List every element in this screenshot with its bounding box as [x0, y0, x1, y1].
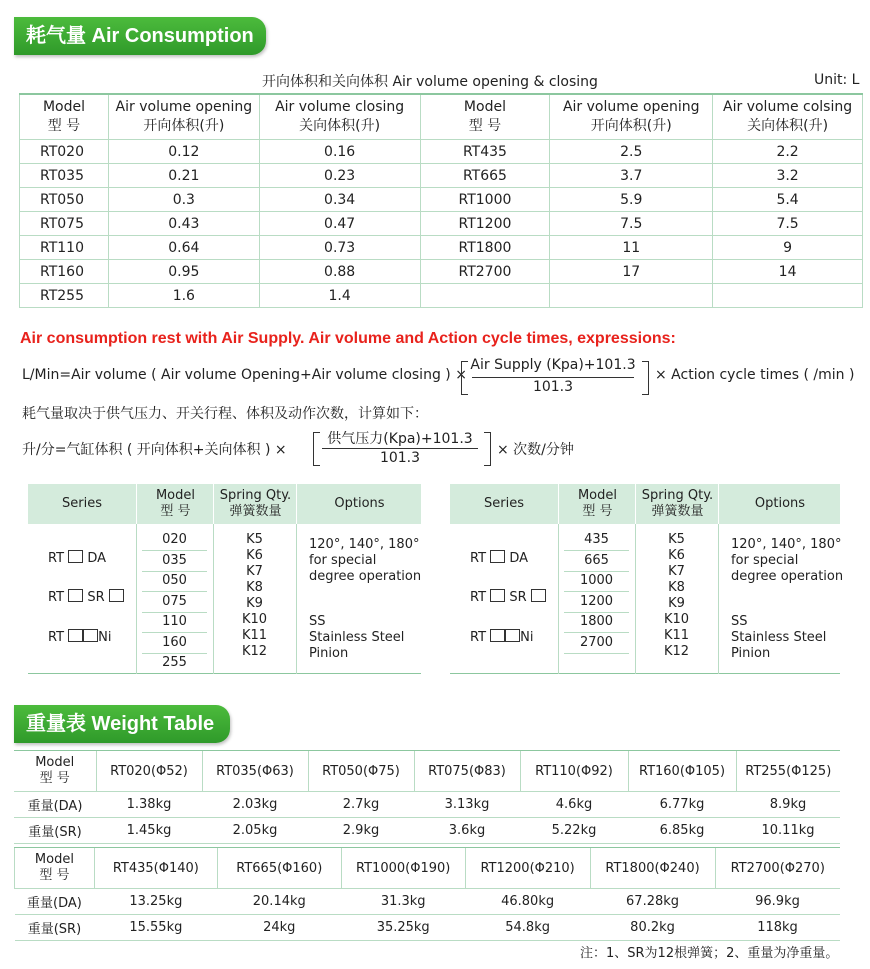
weight-table-1	[14, 750, 840, 844]
weight-cell: 1.38kg	[96, 792, 202, 818]
weight-cell: 13.25kg	[94, 889, 217, 915]
weight-row-label	[14, 751, 96, 792]
option-pinion: Pinion	[309, 646, 349, 661]
air-cell: 0.12	[108, 140, 259, 164]
air-head-en: Air volume colsing	[723, 99, 853, 115]
option-pinion: SS	[309, 614, 326, 629]
air-cell: 14	[713, 260, 863, 284]
weight-label-en: Model	[34, 852, 74, 867]
series-blank-box	[68, 550, 83, 563]
series-name	[470, 550, 528, 566]
formula-en-numerator: Air Supply (Kpa)+101.3	[470, 357, 636, 373]
weight-cell: RT050(Φ75)	[308, 751, 414, 792]
weight-cell: 3.13kg	[414, 792, 520, 818]
bracket-right-cn	[484, 432, 491, 466]
series-model-cell: 665	[584, 552, 609, 568]
series-table-right	[450, 484, 844, 674]
series-blank-box	[68, 589, 83, 602]
air-cell: 5.4	[713, 188, 863, 212]
series-model-cell: 035	[162, 552, 187, 568]
air-cell: RT050	[20, 188, 109, 212]
air-cell: RT2700	[420, 260, 550, 284]
series-head-cell	[635, 484, 719, 524]
formula-cn-right: × 次数/分钟	[497, 442, 574, 458]
weight-cell: 15.55kg	[94, 915, 217, 941]
series-head-cell	[718, 484, 841, 524]
formula-cn-denominator: 101.3	[379, 450, 421, 466]
series-model-cell: 110	[162, 614, 187, 629]
air-head-cn: 开向体积(升)	[143, 118, 225, 134]
option-degree: 120°, 140°, 180°	[731, 537, 842, 552]
air-head-cn: 开向体积(升)	[590, 118, 672, 134]
table-row	[15, 915, 841, 941]
air-head-cell	[259, 94, 420, 140]
table-row	[14, 818, 840, 844]
air-cell: 17	[550, 260, 713, 284]
option-degree: for special	[309, 553, 377, 568]
series-model-cell: 050	[162, 573, 187, 588]
series-name	[470, 589, 546, 605]
formula-en-denominator: 101.3	[532, 379, 574, 395]
unit-label: Unit: L	[814, 72, 860, 88]
spring-qty: K8	[668, 580, 685, 595]
series-prefix: RT	[470, 590, 487, 605]
air-head-en: Air volume opening	[115, 99, 253, 115]
air-cell: RT075	[20, 212, 109, 236]
series-prefix: RT	[470, 551, 487, 566]
air-head-cn: 关向体积(升)	[299, 118, 381, 134]
series-head-text: 型 号	[160, 504, 191, 519]
series-suffix: Ni	[98, 630, 112, 645]
air-cell: 3.7	[550, 164, 713, 188]
spring-qty: K6	[246, 548, 263, 563]
series-name	[48, 589, 124, 605]
series-name	[48, 550, 106, 566]
weight-cell: 80.2kg	[590, 915, 715, 941]
fraction-line-en	[472, 377, 634, 378]
air-head-cell	[713, 94, 863, 140]
series-head-cell	[136, 484, 214, 524]
weight-cell: 35.25kg	[341, 915, 465, 941]
series-suffix: DA	[87, 551, 106, 566]
spring-qty: K10	[241, 612, 268, 627]
air-cell: 7.5	[713, 212, 863, 236]
table-row	[20, 284, 863, 308]
air-cell: RT665	[420, 164, 550, 188]
table-row	[20, 140, 863, 164]
table-row	[20, 212, 863, 236]
weight-cell: 2.05kg	[202, 818, 308, 844]
series-blank-box	[490, 629, 505, 642]
weight-table-badge: 重量表 Weight Table	[14, 705, 230, 743]
formula-cn-left: 升/分=气缸体积 ( 开向体积+关向体积 ) ×	[22, 442, 287, 458]
air-head-cell	[108, 94, 259, 140]
series-model-cell: 1800	[579, 614, 614, 629]
series-model-cell: 255	[162, 655, 187, 670]
spring-qty: K6	[668, 548, 685, 563]
table-row	[20, 188, 863, 212]
air-cell: RT1800	[420, 236, 550, 260]
spring-qty: K11	[663, 628, 690, 643]
air-cell: RT020	[20, 140, 109, 164]
series-blank-box	[109, 589, 124, 602]
fraction-line-cn	[322, 448, 478, 449]
series-head-text: Spring Qty.	[219, 488, 292, 503]
air-head-cell	[420, 94, 550, 140]
air-head-en: Model	[42, 99, 85, 115]
weight-cell: RT2700(Φ270)	[715, 848, 840, 889]
air-cell: 2.2	[713, 140, 863, 164]
spring-qty: K5	[668, 532, 685, 547]
option-pinion: Stainless Steel	[731, 630, 827, 645]
series-head-text: Model	[577, 488, 618, 503]
weight-label-cn: 型 号	[39, 868, 70, 883]
series-col-divider	[718, 524, 719, 674]
air-cell	[420, 284, 550, 308]
spring-qty: K7	[246, 564, 263, 579]
weight-label-cn: 型 号	[39, 771, 70, 786]
series-head-text: Model	[155, 488, 196, 503]
weight-cell: RT020(Φ52)	[96, 751, 202, 792]
series-bottom-line	[450, 673, 840, 674]
series-blank-box	[505, 629, 520, 642]
air-cell: 0.16	[259, 140, 420, 164]
table-row	[20, 164, 863, 188]
spring-qty: K10	[663, 612, 690, 627]
table-row	[15, 889, 841, 915]
weight-cell: 2.7kg	[308, 792, 414, 818]
air-cell: 3.2	[713, 164, 863, 188]
weight-cell: 31.3kg	[341, 889, 465, 915]
weight-cell: 67.28kg	[590, 889, 715, 915]
series-bottom-line	[28, 673, 421, 674]
weight-cell: 46.80kg	[465, 889, 590, 915]
weight-cell: 96.9kg	[715, 889, 840, 915]
option-degree: degree operation	[731, 569, 844, 584]
weight-label-en: Model	[35, 755, 75, 770]
air-cell: 0.3	[108, 188, 259, 212]
air-cell	[713, 284, 863, 308]
bracket-left-en	[461, 361, 468, 395]
series-suffix: DA	[509, 551, 528, 566]
spring-qty: K7	[668, 564, 685, 579]
weight-row-label: 重量(SR)	[14, 818, 96, 844]
air-cell: RT1000	[420, 188, 550, 212]
weight-cell: RT1200(Φ210)	[465, 848, 590, 889]
series-suffix: SR	[509, 590, 527, 605]
air-cell: 2.5	[550, 140, 713, 164]
air-cell: 0.34	[259, 188, 420, 212]
series-model-cell: 075	[162, 593, 187, 609]
weight-cell: 118kg	[715, 915, 840, 941]
table-row	[20, 260, 863, 284]
air-head-cell	[550, 94, 713, 140]
air-volume-caption: 开向体积和关向体积 Air volume opening & closing	[262, 74, 598, 90]
series-head-text: 型 号	[582, 504, 613, 519]
spring-qty: K12	[663, 644, 690, 659]
bracket-right-en	[642, 361, 649, 395]
series-prefix: RT	[48, 630, 65, 645]
series-head-text: Series	[62, 496, 102, 511]
spring-qty: K9	[246, 596, 263, 611]
air-cell: 11	[550, 236, 713, 260]
series-model-cell: 435	[584, 532, 609, 547]
series-model-cell	[558, 653, 635, 673]
air-volume-table	[19, 93, 863, 308]
option-degree: 120°, 140°, 180°	[309, 537, 420, 552]
weight-cell: RT435(Φ140)	[94, 848, 217, 889]
air-cell: RT435	[420, 140, 550, 164]
weight-cell: 20.14kg	[217, 889, 341, 915]
weight-cell: 24kg	[217, 915, 341, 941]
table-row	[14, 792, 840, 818]
series-head-cell	[213, 484, 297, 524]
air-cell: RT110	[20, 236, 109, 260]
spring-qty: K5	[246, 532, 263, 547]
weight-cell: RT255(Φ125)	[736, 751, 840, 792]
series-name	[470, 629, 534, 645]
series-col-divider	[296, 524, 297, 674]
series-model-cell: 020	[162, 532, 187, 547]
formula-title: Air consumption rest with Air Supply. Air volume and Action cycle times, expressions:	[20, 330, 676, 347]
weight-cell: 3.6kg	[414, 818, 520, 844]
air-head-en: Model	[463, 99, 506, 115]
table-row	[14, 751, 840, 792]
air-head-cell	[20, 94, 109, 140]
series-head-cell	[558, 484, 636, 524]
air-cell: 0.64	[108, 236, 259, 260]
series-head-cell	[28, 484, 136, 524]
air-head-cn: 型 号	[47, 118, 81, 134]
spring-qty: K12	[241, 644, 268, 659]
series-blank-box	[490, 550, 505, 563]
series-prefix: RT	[470, 630, 487, 645]
weight-cell: 8.9kg	[736, 792, 840, 818]
series-blank-box	[83, 629, 98, 642]
weight-cell: 2.03kg	[202, 792, 308, 818]
series-head-text: Options	[334, 496, 385, 511]
weight-note: 注：1、SR为12根弹簧；2、重量为净重量。	[580, 946, 839, 961]
series-head-cell	[296, 484, 422, 524]
air-cell: 0.88	[259, 260, 420, 284]
air-head-cn: 型 号	[468, 118, 502, 134]
weight-cell: RT110(Φ92)	[520, 751, 628, 792]
weight-cell: RT160(Φ105)	[628, 751, 736, 792]
spring-qty: K8	[246, 580, 263, 595]
weight-cell: 10.11kg	[736, 818, 840, 844]
series-blank-box	[68, 629, 83, 642]
air-cell: 5.9	[550, 188, 713, 212]
series-head-cell	[450, 484, 558, 524]
weight-cell: RT1000(Φ190)	[341, 848, 465, 889]
air-head-en: Air volume closing	[275, 99, 405, 115]
weight-cell: 54.8kg	[465, 915, 590, 941]
series-table-left	[28, 484, 421, 674]
series-head-text: Options	[754, 496, 806, 511]
series-name	[48, 629, 112, 645]
air-cell: 0.43	[108, 212, 259, 236]
formula-cn-line: 耗气量取决于供气压力、开关行程、体积及动作次数，计算如下：	[22, 406, 428, 422]
weight-cell: 6.77kg	[628, 792, 736, 818]
weight-cell: 1.45kg	[96, 818, 202, 844]
air-cell: RT160	[20, 260, 109, 284]
series-model-cell: 1000	[579, 573, 614, 588]
option-pinion: SS	[731, 614, 748, 629]
weight-cell: RT075(Φ83)	[414, 751, 520, 792]
weight-cell: 4.6kg	[520, 792, 628, 818]
air-cell: 0.21	[108, 164, 259, 188]
series-prefix: RT	[48, 551, 65, 566]
table-row	[20, 236, 863, 260]
table-row	[15, 848, 841, 889]
weight-cell: RT665(Φ160)	[217, 848, 341, 889]
weight-cell: 5.22kg	[520, 818, 628, 844]
series-blank-box	[490, 589, 505, 602]
option-degree: degree operation	[309, 569, 422, 584]
series-head-text: Spring Qty.	[641, 488, 714, 503]
series-head-text: 弹簧数量	[229, 504, 282, 519]
weight-row-label	[15, 848, 95, 889]
weight-cell: RT1800(Φ240)	[590, 848, 715, 889]
weight-row-label: 重量(DA)	[14, 792, 96, 818]
air-cell: RT255	[20, 284, 109, 308]
option-pinion: Stainless Steel	[309, 630, 405, 645]
air-cell: RT035	[20, 164, 109, 188]
air-cell: 7.5	[550, 212, 713, 236]
series-head-text: Series	[484, 496, 524, 511]
series-prefix: RT	[48, 590, 65, 605]
weight-table-2	[14, 847, 840, 941]
air-consumption-badge: 耗气量 Air Consumption	[14, 17, 266, 55]
air-cell: 0.73	[259, 236, 420, 260]
weight-row-label: 重量(DA)	[15, 889, 95, 915]
air-cell	[550, 284, 713, 308]
air-cell: 1.4	[259, 284, 420, 308]
series-suffix: Ni	[520, 630, 534, 645]
series-suffix: SR	[87, 590, 105, 605]
air-head-en: Air volume opening	[562, 99, 700, 115]
series-model-cell: 1200	[579, 593, 614, 609]
weight-row-label: 重量(SR)	[15, 915, 95, 941]
formula-en-left: L/Min=Air volume ( Air volume Opening+Air volume closing ) ×	[22, 367, 467, 383]
option-degree: for special	[731, 553, 799, 568]
weight-cell: RT035(Φ63)	[202, 751, 308, 792]
series-blank-box	[531, 589, 546, 602]
option-pinion: Pinion	[731, 646, 771, 661]
weight-cell: 2.9kg	[308, 818, 414, 844]
air-cell: RT1200	[420, 212, 550, 236]
formula-cn-numerator: 供气压力(Kpa)+101.3	[327, 431, 473, 447]
air-cell: 9	[713, 236, 863, 260]
air-cell: 1.6	[108, 284, 259, 308]
air-head-cn: 关向体积(升)	[747, 118, 829, 134]
air-cell: 0.95	[108, 260, 259, 284]
formula-en-right: × Action cycle times ( /min )	[655, 367, 855, 383]
series-model-cell: 160	[162, 634, 187, 650]
bracket-left-cn	[313, 432, 320, 466]
series-head-text: 弹簧数量	[651, 504, 704, 519]
spring-qty: K9	[668, 596, 685, 611]
series-model-cell: 2700	[579, 634, 614, 650]
air-cell: 0.23	[259, 164, 420, 188]
weight-cell: 6.85kg	[628, 818, 736, 844]
air-cell: 0.47	[259, 212, 420, 236]
spring-qty: K11	[241, 628, 268, 643]
